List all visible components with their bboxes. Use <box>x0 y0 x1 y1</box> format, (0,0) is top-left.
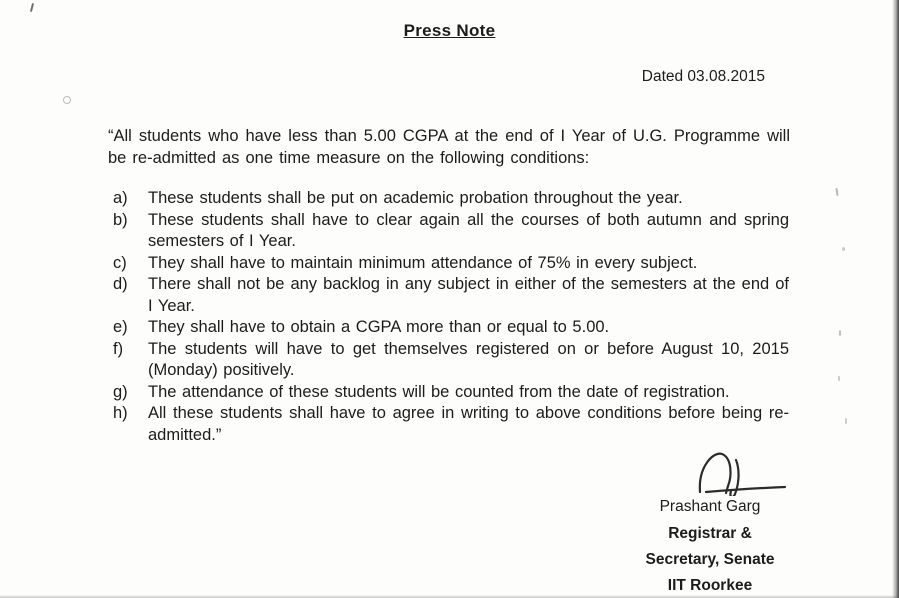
signatory-designation-2: Secretary, Senate <box>645 551 775 568</box>
condition-label: f) <box>113 339 124 358</box>
scan-speck <box>842 247 845 251</box>
signature-icon <box>690 446 790 496</box>
scan-speck <box>835 188 838 196</box>
conditions-list <box>113 188 789 446</box>
document-title: Press Note <box>403 21 496 40</box>
intro-paragraph: “All students who have less than 5.00 CGPA at the end of I Year of U.G. Programme will be re-admitted as one time measure on the following conditions: <box>108 127 790 167</box>
condition-text: The attendance of these students will be counted from the date of registration. <box>148 382 730 401</box>
condition-text: They shall have to obtain a CGPA more than or equal to 5.00. <box>148 318 610 336</box>
condition-item <box>113 253 789 275</box>
condition-text: The students will have to get themselves registered on or before August 10, 2015 (Monday) positively. <box>148 339 789 379</box>
scan-speck <box>845 418 847 424</box>
condition-label: d) <box>113 275 128 293</box>
scan-speck <box>63 96 71 104</box>
signature-block <box>612 446 808 598</box>
condition-label: h) <box>113 404 128 422</box>
scan-edge-shadow <box>892 0 899 598</box>
condition-label: a) <box>113 189 128 207</box>
condition-text: All these students shall have to agree in writing to above conditions before being re-admitted.” <box>148 404 789 444</box>
signatory-name: Prashant Garg <box>659 498 761 515</box>
condition-item <box>113 210 789 253</box>
condition-text: These students shall be put on academic probation throughout the year. <box>148 189 683 207</box>
scan-speck <box>839 330 841 336</box>
condition-label: b) <box>113 210 128 229</box>
date-line: Dated 03.08.2015 <box>641 68 765 85</box>
condition-item <box>113 274 789 317</box>
condition-item <box>113 317 789 339</box>
condition-label: e) <box>113 318 128 336</box>
condition-item <box>113 382 789 404</box>
condition-text: They shall have to maintain minimum attendance of 75% in every subject. <box>148 253 698 272</box>
scan-speck <box>838 376 840 381</box>
condition-label: c) <box>113 253 127 272</box>
title-row <box>0 0 899 41</box>
signatory-designation-1: Registrar & <box>668 525 752 542</box>
condition-text: These students shall have to clear again all the courses of both autumn and spring semesters of I Year. <box>148 210 789 250</box>
condition-item <box>113 339 789 382</box>
condition-text: There shall not be any backlog in any subject in either of the semesters at the end of I Year. <box>148 275 789 315</box>
condition-item <box>113 188 789 210</box>
signatory-organization: IIT Roorkee <box>667 577 753 594</box>
condition-label: g) <box>113 382 128 401</box>
condition-item <box>113 403 789 446</box>
